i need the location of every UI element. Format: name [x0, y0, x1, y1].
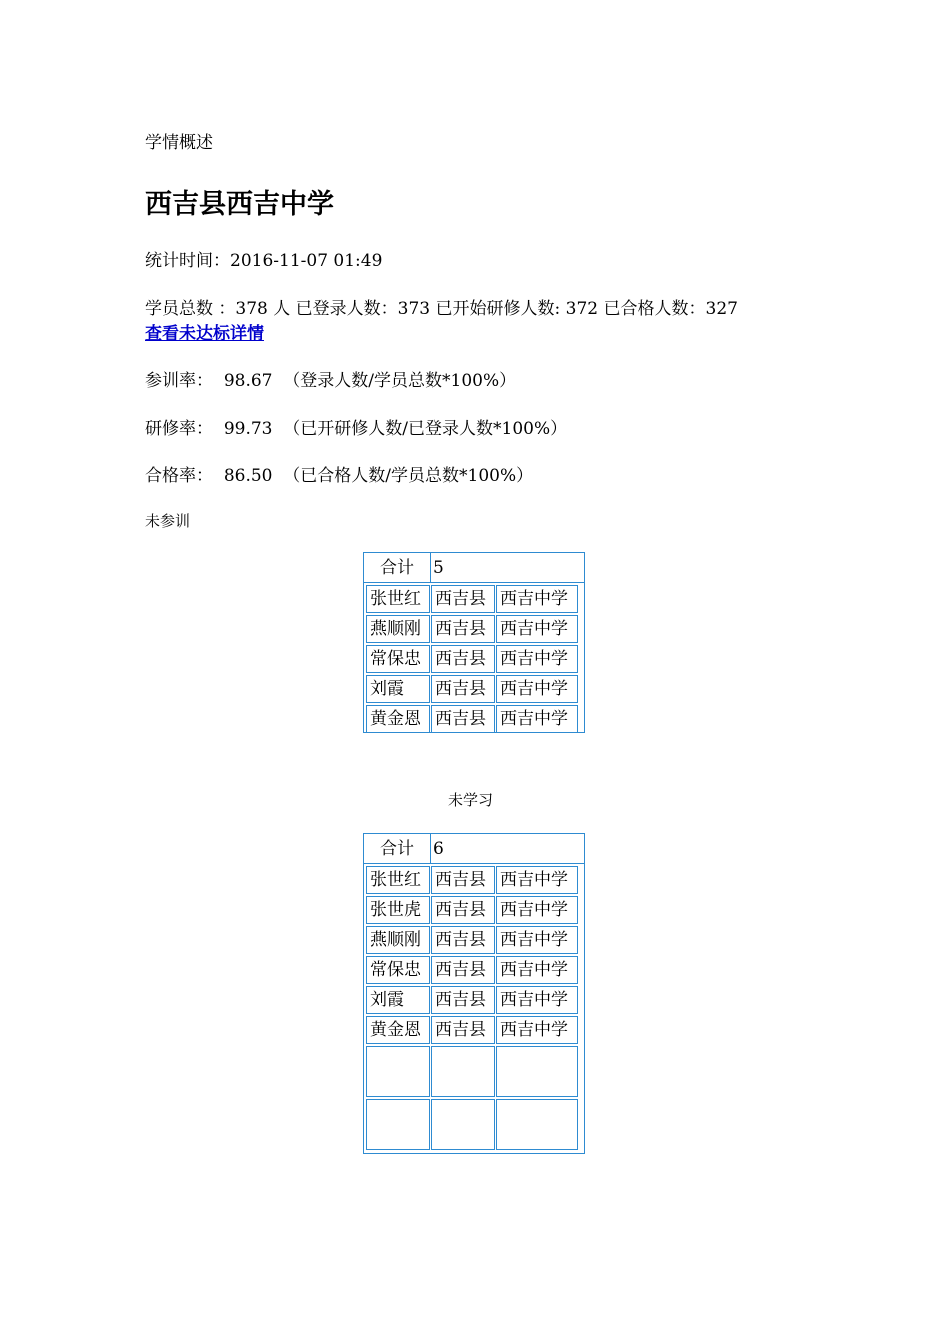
- rate-line-1: [145, 414, 567, 439]
- county-cell: 西吉县: [431, 585, 495, 613]
- table-row: [364, 1014, 584, 1044]
- table-row: [364, 1044, 584, 1097]
- school-cell: 西吉中学: [496, 866, 578, 894]
- name-cell: 黄金恩: [366, 705, 430, 733]
- total-label: 学员总数 ：: [145, 299, 236, 319]
- rate-label: 参训率：: [145, 371, 213, 391]
- logged-label: 已登录人数：: [295, 299, 398, 319]
- rate-line-2: [145, 461, 533, 486]
- table-row: [364, 673, 584, 703]
- school-cell: 西吉中学: [496, 896, 578, 924]
- table-row: [364, 643, 584, 673]
- table-row: [364, 924, 584, 954]
- total-label-cell: 合计: [364, 834, 431, 864]
- table-row: [364, 613, 584, 643]
- table-row: [364, 894, 584, 924]
- county-cell: 西吉县: [431, 986, 495, 1014]
- table-row: [364, 583, 584, 613]
- stat-time-label: 统计时间：: [145, 251, 230, 271]
- rate-label: 研修率：: [145, 419, 213, 439]
- started-label: 已开始研修人数:: [435, 299, 561, 319]
- table-row: [364, 1097, 584, 1150]
- school-cell: 西吉中学: [496, 615, 578, 643]
- not-trained-table: [363, 552, 585, 733]
- table-row: [364, 954, 584, 984]
- name-cell: [366, 1099, 430, 1150]
- not-studied-table: [363, 833, 585, 1154]
- name-cell: 燕顺刚: [366, 615, 430, 643]
- rate-label: 合格率：: [145, 466, 213, 486]
- table-row: [364, 984, 584, 1014]
- total-value-cell: 6: [433, 839, 444, 859]
- county-cell: 西吉县: [431, 866, 495, 894]
- school-title: 西吉县西吉中学: [145, 189, 334, 220]
- rate-value: 99.73: [223, 419, 273, 439]
- rate-formula: （已开研修人数/已登录人数*100%）: [283, 419, 568, 439]
- stat-summary-line: [145, 294, 738, 319]
- county-cell: 西吉县: [431, 615, 495, 643]
- school-cell: 西吉中学: [496, 956, 578, 984]
- total-unit: 人: [273, 299, 291, 319]
- county-cell: 西吉县: [431, 675, 495, 703]
- school-cell: 西吉中学: [496, 675, 578, 703]
- county-cell: 西吉县: [431, 1016, 495, 1044]
- county-cell: 西吉县: [431, 956, 495, 984]
- section-label: 学情概述: [145, 133, 213, 153]
- name-cell: 常保忠: [366, 645, 430, 673]
- table-row: [364, 864, 584, 894]
- view-details-link[interactable]: 查看未达标详情: [145, 324, 264, 344]
- started-value: 372: [565, 299, 599, 319]
- name-cell: [366, 1046, 430, 1097]
- county-cell: 西吉县: [431, 645, 495, 673]
- school-cell: 西吉中学: [496, 926, 578, 954]
- name-cell: 燕顺刚: [366, 926, 430, 954]
- rate-formula: （已合格人数/学员总数*100%）: [283, 466, 534, 486]
- passed-value: 327: [705, 299, 738, 319]
- name-cell: 刘霞: [366, 675, 430, 703]
- school-cell: [496, 1046, 578, 1097]
- school-cell: 西吉中学: [496, 645, 578, 673]
- school-cell: 西吉中学: [496, 705, 578, 733]
- county-cell: 西吉县: [431, 926, 495, 954]
- stat-time: [145, 246, 382, 271]
- name-cell: 刘霞: [366, 986, 430, 1014]
- logged-value: 373: [397, 299, 431, 319]
- county-cell: 西吉县: [431, 896, 495, 924]
- total-value: 378: [235, 299, 268, 319]
- total-label-cell: 合计: [364, 553, 431, 583]
- county-cell: [431, 1046, 495, 1097]
- rate-formula: （登录人数/学员总数*100%）: [283, 371, 517, 391]
- rate-value: 86.50: [223, 466, 273, 486]
- name-cell: 张世红: [366, 585, 430, 613]
- table-total-row: [364, 553, 584, 583]
- not-studied-heading: 未学习: [448, 791, 494, 809]
- not-trained-heading: 未参训: [145, 512, 191, 530]
- name-cell: 张世红: [366, 866, 430, 894]
- school-cell: [496, 1099, 578, 1150]
- table-row: [364, 703, 584, 733]
- school-cell: 西吉中学: [496, 1016, 578, 1044]
- stat-time-value: 2016-11-07 01:49: [230, 251, 383, 271]
- county-cell: 西吉县: [431, 705, 495, 733]
- total-value-cell: 5: [433, 558, 444, 578]
- passed-label: 已合格人数：: [603, 299, 706, 319]
- table-total-row: [364, 834, 584, 864]
- school-cell: 西吉中学: [496, 986, 578, 1014]
- name-cell: 张世虎: [366, 896, 430, 924]
- name-cell: 黄金恩: [366, 1016, 430, 1044]
- name-cell: 常保忠: [366, 956, 430, 984]
- rate-value: 98.67: [223, 371, 273, 391]
- school-cell: 西吉中学: [496, 585, 578, 613]
- rate-line-0: [145, 366, 516, 391]
- county-cell: [431, 1099, 495, 1150]
